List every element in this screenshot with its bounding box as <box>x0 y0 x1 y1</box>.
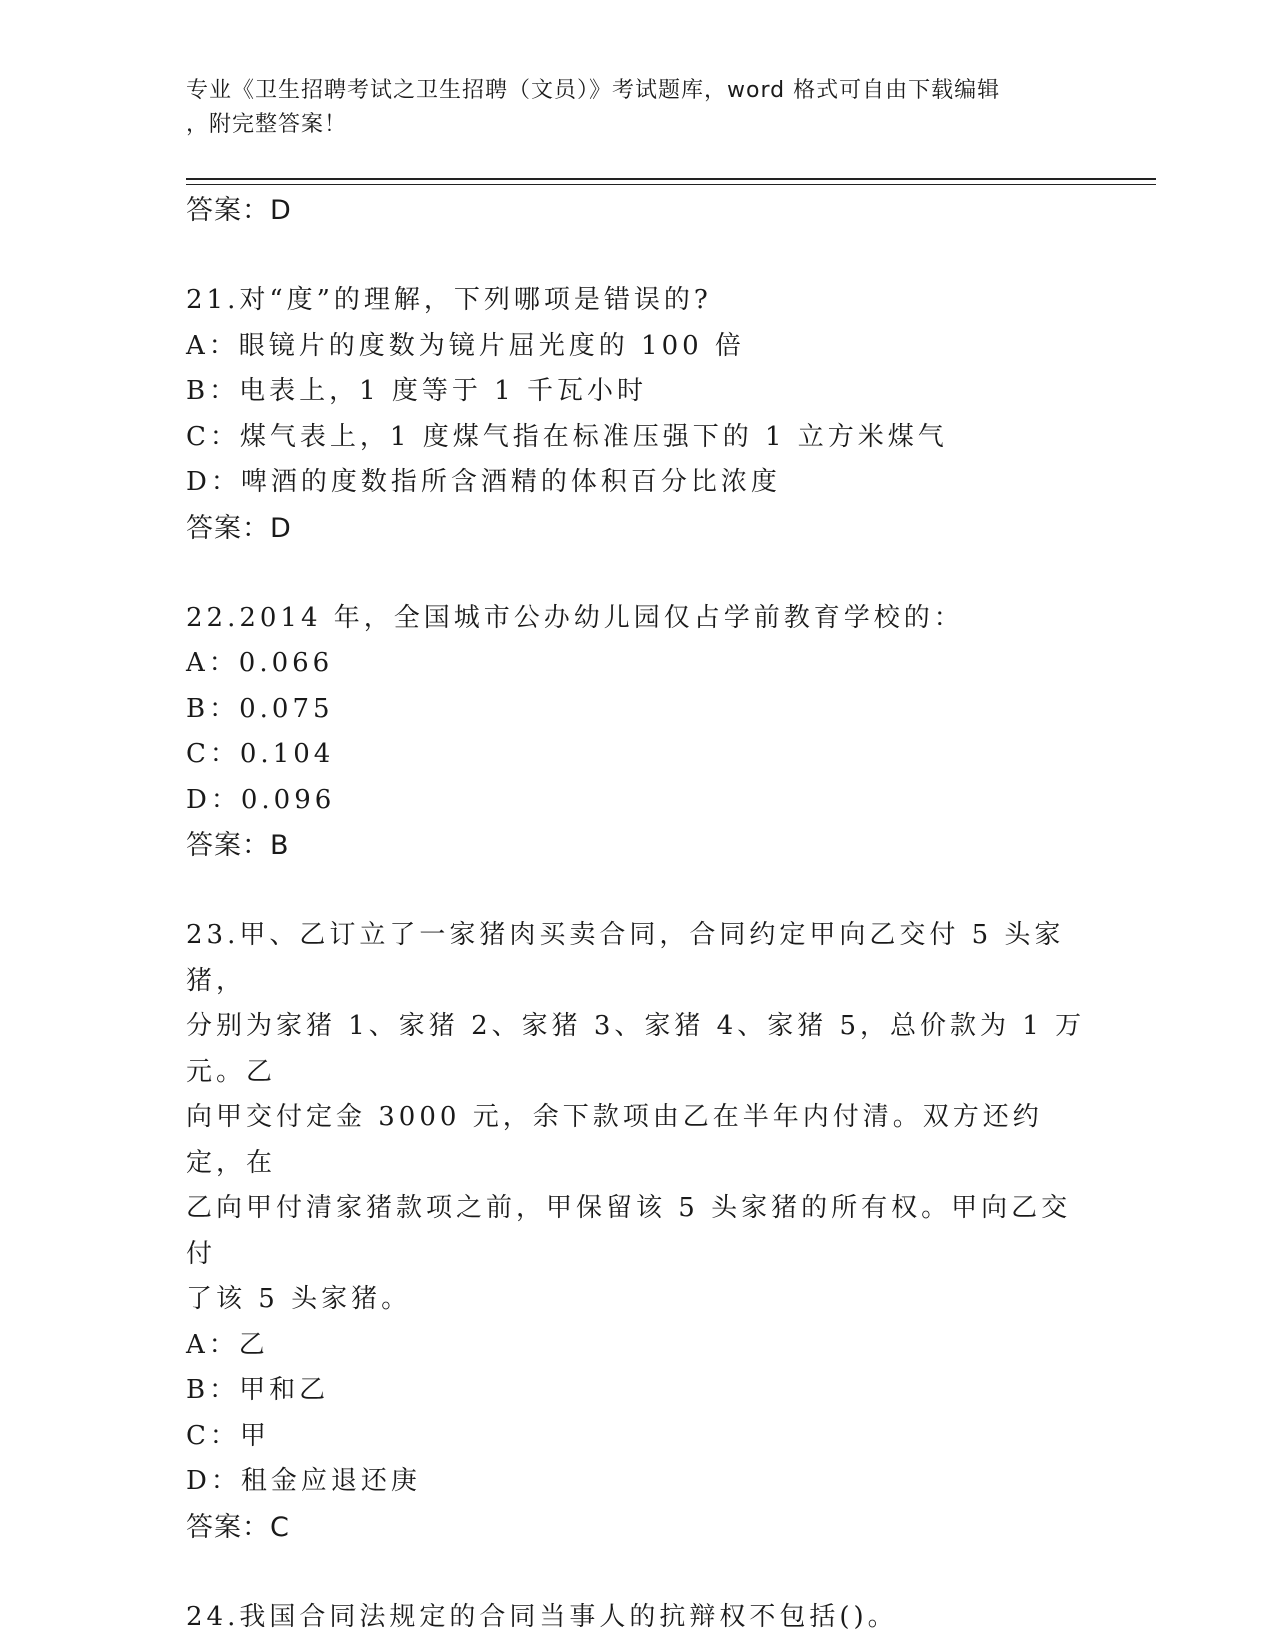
answer-line: 答案：C <box>186 1511 290 1543</box>
question-stem-line: 向甲交付定金 3000 元，余下款项由乙在半年内付清。双方还约定，在 <box>186 1102 1043 1178</box>
question-stem-line: 23.甲、乙订立了一家猪肉买卖合同，合同约定甲向乙交付 5 头家猪， <box>186 920 1065 996</box>
question-stem-line: 分别为家猪 1、家猪 2、家猪 3、家猪 4、家猪 5，总价款为 1 万元。乙 <box>186 1011 1086 1087</box>
option-c: C：煤气表上，1 度煤气指在标准压强下的 1 立方米煤气 <box>186 421 948 452</box>
question-22 <box>186 596 1086 870</box>
question-stem: 21.对“度”的理解，下列哪项是错误的? <box>186 285 712 315</box>
header-line-2: ，附完整答案！ <box>186 112 348 137</box>
question-stem-line: 乙向甲付清家猪款项之前，甲保留该 5 头家猪的所有权。甲向乙交付 <box>186 1193 1072 1269</box>
header-divider-thick <box>186 178 1156 180</box>
option-a: A：乙 <box>186 1329 269 1360</box>
option-b: B：0.075 <box>186 693 334 724</box>
option-b: B：甲和乙 <box>186 1375 330 1405</box>
header-divider-thin <box>186 184 1156 185</box>
question-stem: 22.2014 年，全国城市公办幼儿园仅占学前教育学校的： <box>186 602 964 633</box>
question-stem: 24.我国合同法规定的合同当事人的抗辩权不包括()。 <box>186 1601 898 1632</box>
answer-line: 答案：D <box>186 512 292 544</box>
question-list <box>186 188 1086 1640</box>
question-21 <box>186 278 1086 552</box>
option-a: A：眼镜片的度数为镜片屈光度的 100 倍 <box>186 330 745 361</box>
answer-line: 答案：D <box>186 195 292 226</box>
option-c: C：0.104 <box>186 739 335 769</box>
option-a: A：0.066 <box>186 648 334 678</box>
option-d: D：0.096 <box>186 784 336 815</box>
option-b: B：电表上，1 度等于 1 千瓦小时 <box>186 376 647 406</box>
header-line-1: 专业《卫生招聘考试之卫生招聘（文员）》考试题库，word 格式可自由下载编辑 <box>186 78 1001 103</box>
question-24 <box>186 1595 1086 1641</box>
option-d: D：租金应退还庚 <box>186 1466 421 1496</box>
question-23 <box>186 913 1086 1551</box>
option-c: C：甲 <box>186 1420 270 1451</box>
answer-line: 答案：B <box>186 830 290 861</box>
question-stem-line: 了该 5 头家猪。 <box>186 1284 412 1314</box>
option-d: D：啤酒的度数指所含酒精的体积百分比浓度 <box>186 467 781 497</box>
document-header <box>186 74 1066 142</box>
